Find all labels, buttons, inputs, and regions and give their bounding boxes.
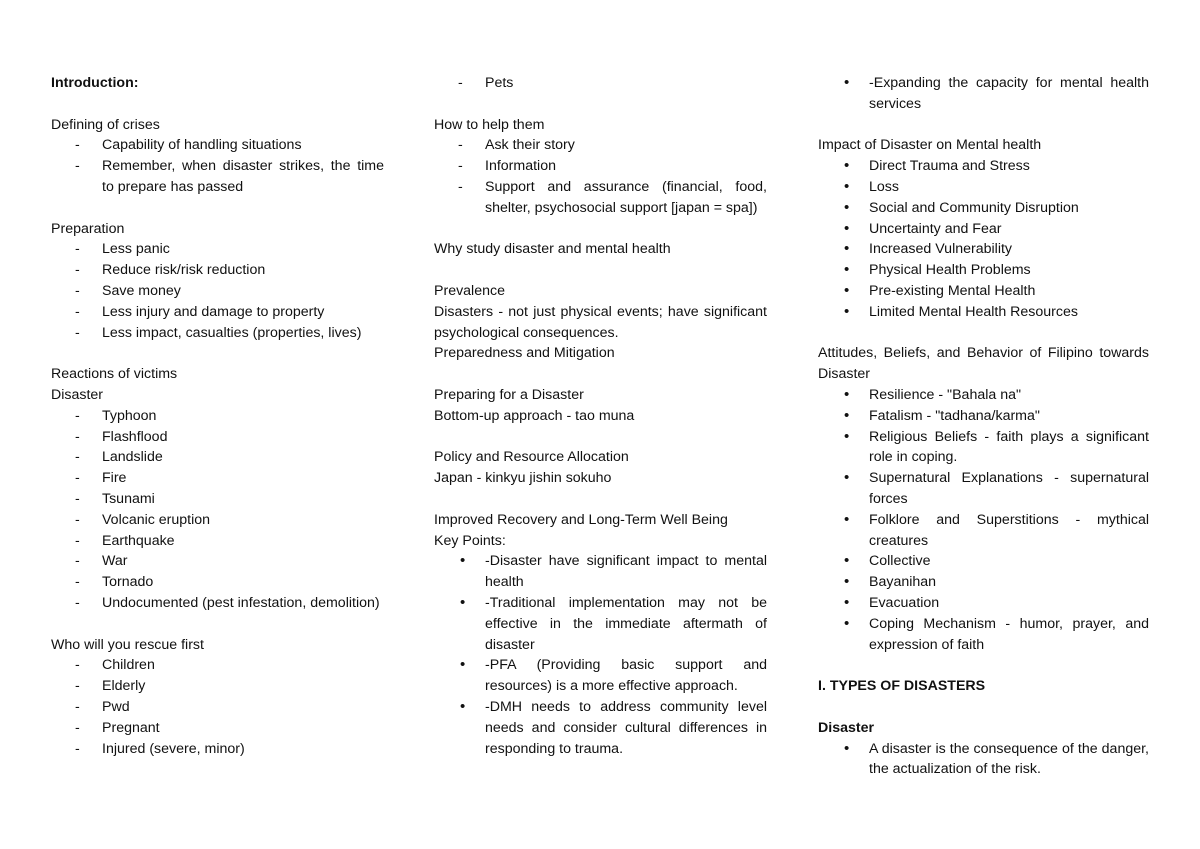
list-item: • Supernatural Explanations - supernatural forces xyxy=(818,468,1149,510)
heading-defining-crises: Defining of crises xyxy=(51,116,160,133)
list-item: - Information xyxy=(434,156,767,177)
list-item: - Remember, when disaster strikes, the time to prepare has passed xyxy=(51,156,384,198)
section-title-types-of-disasters: I. TYPES OF DISASTERS xyxy=(818,678,986,695)
list-item: • Loss xyxy=(818,177,1149,198)
disaster-types-list xyxy=(51,406,384,614)
list-item: - Elderly xyxy=(51,676,384,697)
list-item: • Resilience - "Bahala na" xyxy=(818,385,1149,406)
list-item: • Limited Mental Health Resources xyxy=(818,302,1149,323)
list-item: - Volcanic eruption xyxy=(51,510,384,531)
policy-text: Japan - kinkyu jishin sokuho xyxy=(434,470,612,487)
list-item: • Pre-existing Mental Health xyxy=(818,281,1149,302)
list-item: - Less injury and damage to property xyxy=(51,302,384,323)
list-item: - Landslide xyxy=(51,447,384,468)
heading-impact: Impact of Disaster on Mental health xyxy=(818,137,1042,154)
list-item: - Less impact, casualties (properties, lives) xyxy=(51,323,384,344)
heading-policy: Policy and Resource Allocation xyxy=(434,449,629,466)
heading-rescue-first: Who will you rescue first xyxy=(51,636,204,653)
heading-reactions-of-victims: Reactions of victims xyxy=(51,366,178,383)
section-title-introduction: Introduction: xyxy=(51,75,139,91)
prevalence-text: Disasters - not just physical events; have significant psychological consequences. xyxy=(434,303,767,341)
list-item: • -Traditional implementation may not be effective in the immediate aftermath of disaster xyxy=(434,593,767,655)
list-item: • Religious Beliefs - faith plays a significant role in coping. xyxy=(818,427,1149,469)
list-item: • Physical Health Problems xyxy=(818,260,1149,281)
subheading-disaster: Disaster xyxy=(818,719,874,736)
list-item: • Increased Vulnerability xyxy=(818,239,1149,260)
list-item: - Typhoon xyxy=(51,406,384,427)
list-item: - Children xyxy=(51,655,384,676)
list-item: • -PFA (Providing basic support and resources) is a more effective approach. xyxy=(434,655,767,697)
preparing-text: Bottom-up approach - tao muna xyxy=(434,407,635,424)
key-points-list-continued xyxy=(818,73,1149,115)
impact-list xyxy=(818,156,1149,322)
list-item: • -Disaster have significant impact to mental health xyxy=(434,551,767,593)
list-item: • Fatalism - "tadhana/karma" xyxy=(818,406,1149,427)
column-2 xyxy=(434,73,767,759)
list-item: - Less panic xyxy=(51,239,384,260)
preparedness-text: Preparedness and Mitigation xyxy=(434,345,615,362)
column-1 xyxy=(51,73,384,759)
heading-preparation: Preparation xyxy=(51,220,125,237)
heading-key-points: Key Points: xyxy=(434,532,506,549)
list-item: • Coping Mechanism - humor, prayer, and expression of faith xyxy=(818,614,1149,656)
list-item: - Pregnant xyxy=(51,718,384,739)
heading-how-to-help: How to help them xyxy=(434,116,545,133)
list-item: - Ask their story xyxy=(434,135,767,156)
list-item: - War xyxy=(51,551,384,572)
heading-prevalence: Prevalence xyxy=(434,282,505,299)
list-item: - Pets xyxy=(434,73,767,94)
list-item: - Tornado xyxy=(51,572,384,593)
heading-disaster: Disaster xyxy=(51,386,104,403)
list-item: • Folklore and Superstitions - mythical creatures xyxy=(818,510,1149,552)
list-item: - Support and assurance (financial, food, shelter, psychosocial support [japan = spa]) xyxy=(434,177,767,219)
list-item: • Bayanihan xyxy=(818,572,1149,593)
list-item: • A disaster is the consequence of the danger, the actualization of the risk. xyxy=(818,739,1149,781)
list-item: • Collective xyxy=(818,551,1149,572)
heading-preparing: Preparing for a Disaster xyxy=(434,386,584,403)
list-item: - Save money xyxy=(51,281,384,302)
list-item: • Uncertainty and Fear xyxy=(818,219,1149,240)
list-item: - Fire xyxy=(51,468,384,489)
list-item: - Capability of handling situations xyxy=(51,135,384,156)
list-item: • -DMH needs to address community level needs and consider cultural differences in responding to trauma. xyxy=(434,697,767,759)
list-item: - Tsunami xyxy=(51,489,384,510)
list-item: • Direct Trauma and Stress xyxy=(818,156,1149,177)
list-item: - Injured (severe, minor) xyxy=(51,739,384,760)
list-item: - Undocumented (pest infestation, demolition) xyxy=(51,593,384,614)
heading-why-study: Why study disaster and mental health xyxy=(434,241,671,258)
crises-list xyxy=(51,135,384,197)
heading-recovery: Improved Recovery and Long-Term Well Being xyxy=(434,511,728,528)
disaster-definition-list xyxy=(818,739,1149,781)
attitudes-list xyxy=(818,385,1149,655)
preparation-list xyxy=(51,239,384,343)
column-3 xyxy=(818,73,1149,780)
key-points-list xyxy=(434,551,767,759)
list-item: - Reduce risk/risk reduction xyxy=(51,260,384,281)
list-item: - Earthquake xyxy=(51,531,384,552)
list-item: • -Expanding the capacity for mental health services xyxy=(818,73,1149,115)
list-item: - Flashflood xyxy=(51,427,384,448)
list-item: - Pwd xyxy=(51,697,384,718)
rescue-list-continued xyxy=(434,73,767,94)
heading-attitudes: Attitudes, Beliefs, and Behavior of Filipino towards Disaster xyxy=(818,345,1149,383)
rescue-list xyxy=(51,655,384,759)
list-item: • Evacuation xyxy=(818,593,1149,614)
help-list xyxy=(434,135,767,218)
list-item: • Social and Community Disruption xyxy=(818,198,1149,219)
